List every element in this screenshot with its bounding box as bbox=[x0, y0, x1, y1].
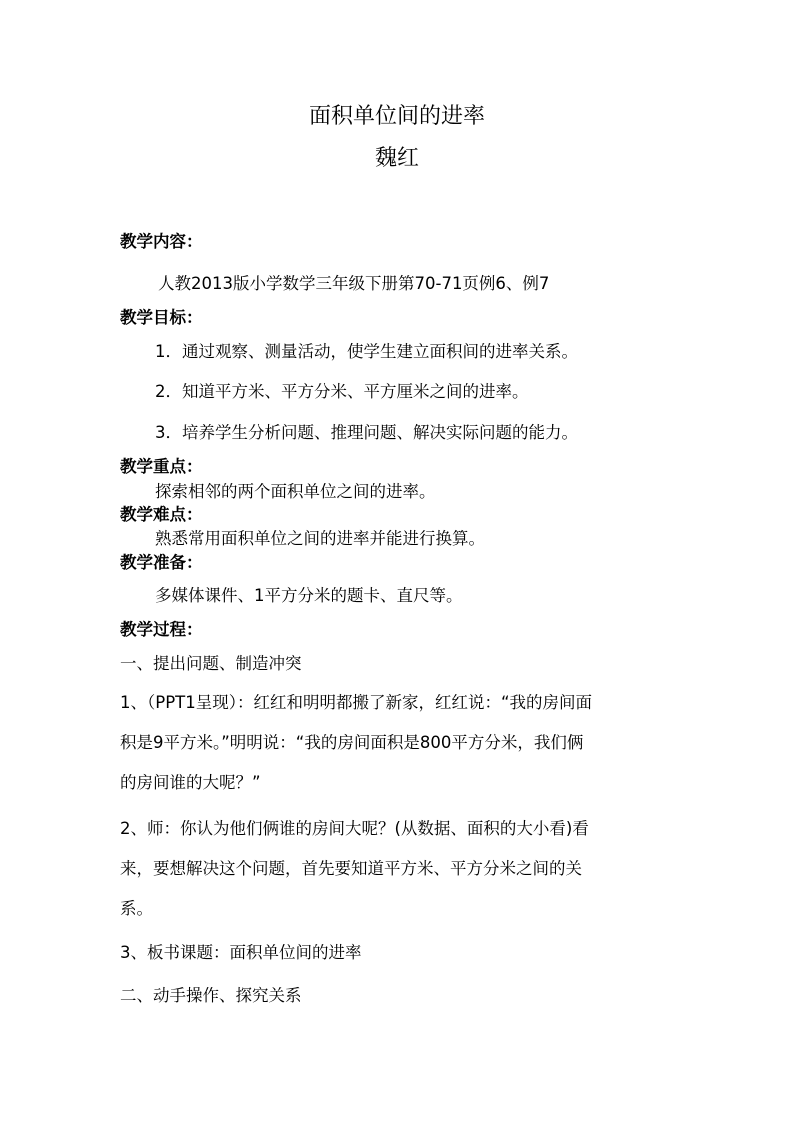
goal-item-2: 2．知道平方米、平方分米、平方厘米之间的进率。 bbox=[155, 382, 529, 401]
heading-teaching-goals: 教学目标： bbox=[120, 308, 203, 327]
process-step2-line1: 2、师：你认为他们俩谁的房间大呢？(从数据、面积的大小看)看 bbox=[120, 819, 589, 838]
process-part1-title: 一、提出问题、制造冲突 bbox=[120, 654, 302, 673]
key-point-text: 探索相邻的两个面积单位之间的进率。 bbox=[155, 482, 436, 501]
heading-difficulty: 教学难点： bbox=[120, 505, 203, 524]
process-part2-title: 二、动手操作、探究关系 bbox=[120, 986, 302, 1005]
process-step3: 3、板书课题：面积单位间的进率 bbox=[120, 943, 362, 962]
process-step2-line3: 系。 bbox=[120, 899, 153, 918]
document-author: 魏红 bbox=[374, 146, 419, 171]
process-step1-line1: 1、（PPT1呈现）：红红和明明都搬了新家，红红说：“我的房间面 bbox=[120, 693, 593, 712]
goal-item-1: 1．通过观察、测量活动，使学生建立面积间的进率关系。 bbox=[155, 342, 578, 361]
heading-preparation: 教学准备： bbox=[120, 553, 203, 572]
preparation-text: 多媒体课件、1平方分米的题卡、直尺等。 bbox=[155, 586, 463, 605]
heading-teaching-content: 教学内容： bbox=[120, 232, 203, 251]
difficulty-text: 熟悉常用面积单位之间的进率并能进行换算。 bbox=[155, 529, 485, 548]
process-step1-line2: 积是9平方米。”明明说：“我的房间面积是800平方分米，我们俩 bbox=[120, 733, 584, 752]
goal-item-3: 3．培养学生分析问题、推理问题、解决实际问题的能力。 bbox=[155, 423, 578, 442]
process-step1-line3: 的房间谁的大呢？” bbox=[120, 773, 261, 792]
heading-process: 教学过程： bbox=[120, 620, 203, 639]
document-title: 面积单位间的进率 bbox=[308, 104, 485, 129]
teaching-content-text: 人教2013版小学数学三年级下册第70-71页例6、例7 bbox=[158, 274, 550, 293]
heading-key-point: 教学重点： bbox=[120, 457, 203, 476]
process-step2-line2: 来，要想解决这个问题，首先要知道平方米、平方分米之间的关 bbox=[120, 859, 582, 878]
